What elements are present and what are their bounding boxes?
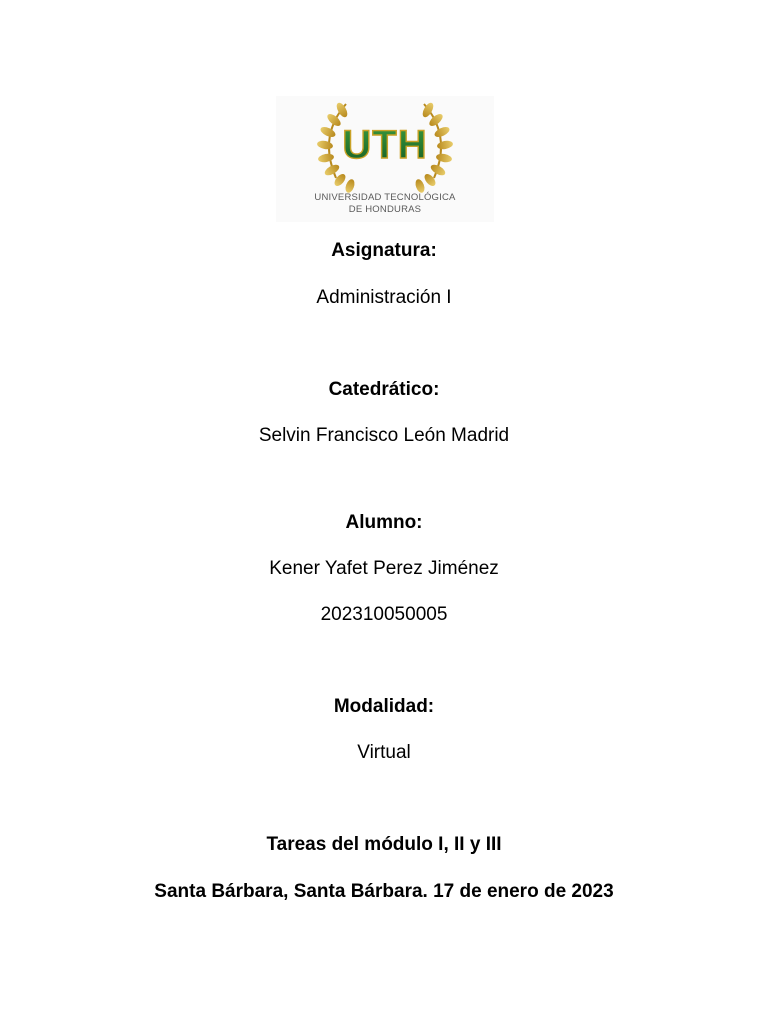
- student-id: 202310050005: [320, 604, 448, 625]
- logo-letters: UTH: [342, 123, 428, 167]
- subject-label: Asignatura:: [331, 240, 437, 261]
- student-name: Kener Yafet Perez Jiménez: [269, 558, 499, 579]
- place-date: Santa Bárbara, Santa Bárbara. 17 de enero de 2023: [154, 881, 614, 902]
- task-title: Tareas del módulo I, II y III: [266, 834, 502, 855]
- university-logo: [276, 96, 494, 222]
- teacher-label: Catedrático:: [328, 379, 440, 400]
- logo-line-1: UNIVERSIDAD TECNOLÓGICA: [314, 192, 456, 203]
- student-label: Alumno:: [345, 512, 423, 533]
- logo-line-2: DE HONDURAS: [348, 204, 422, 215]
- teacher-value: Selvin Francisco León Madrid: [258, 425, 510, 446]
- mode-value: Virtual: [357, 742, 411, 763]
- mode-label: Modalidad:: [333, 696, 435, 717]
- subject-value: Administración I: [316, 287, 452, 308]
